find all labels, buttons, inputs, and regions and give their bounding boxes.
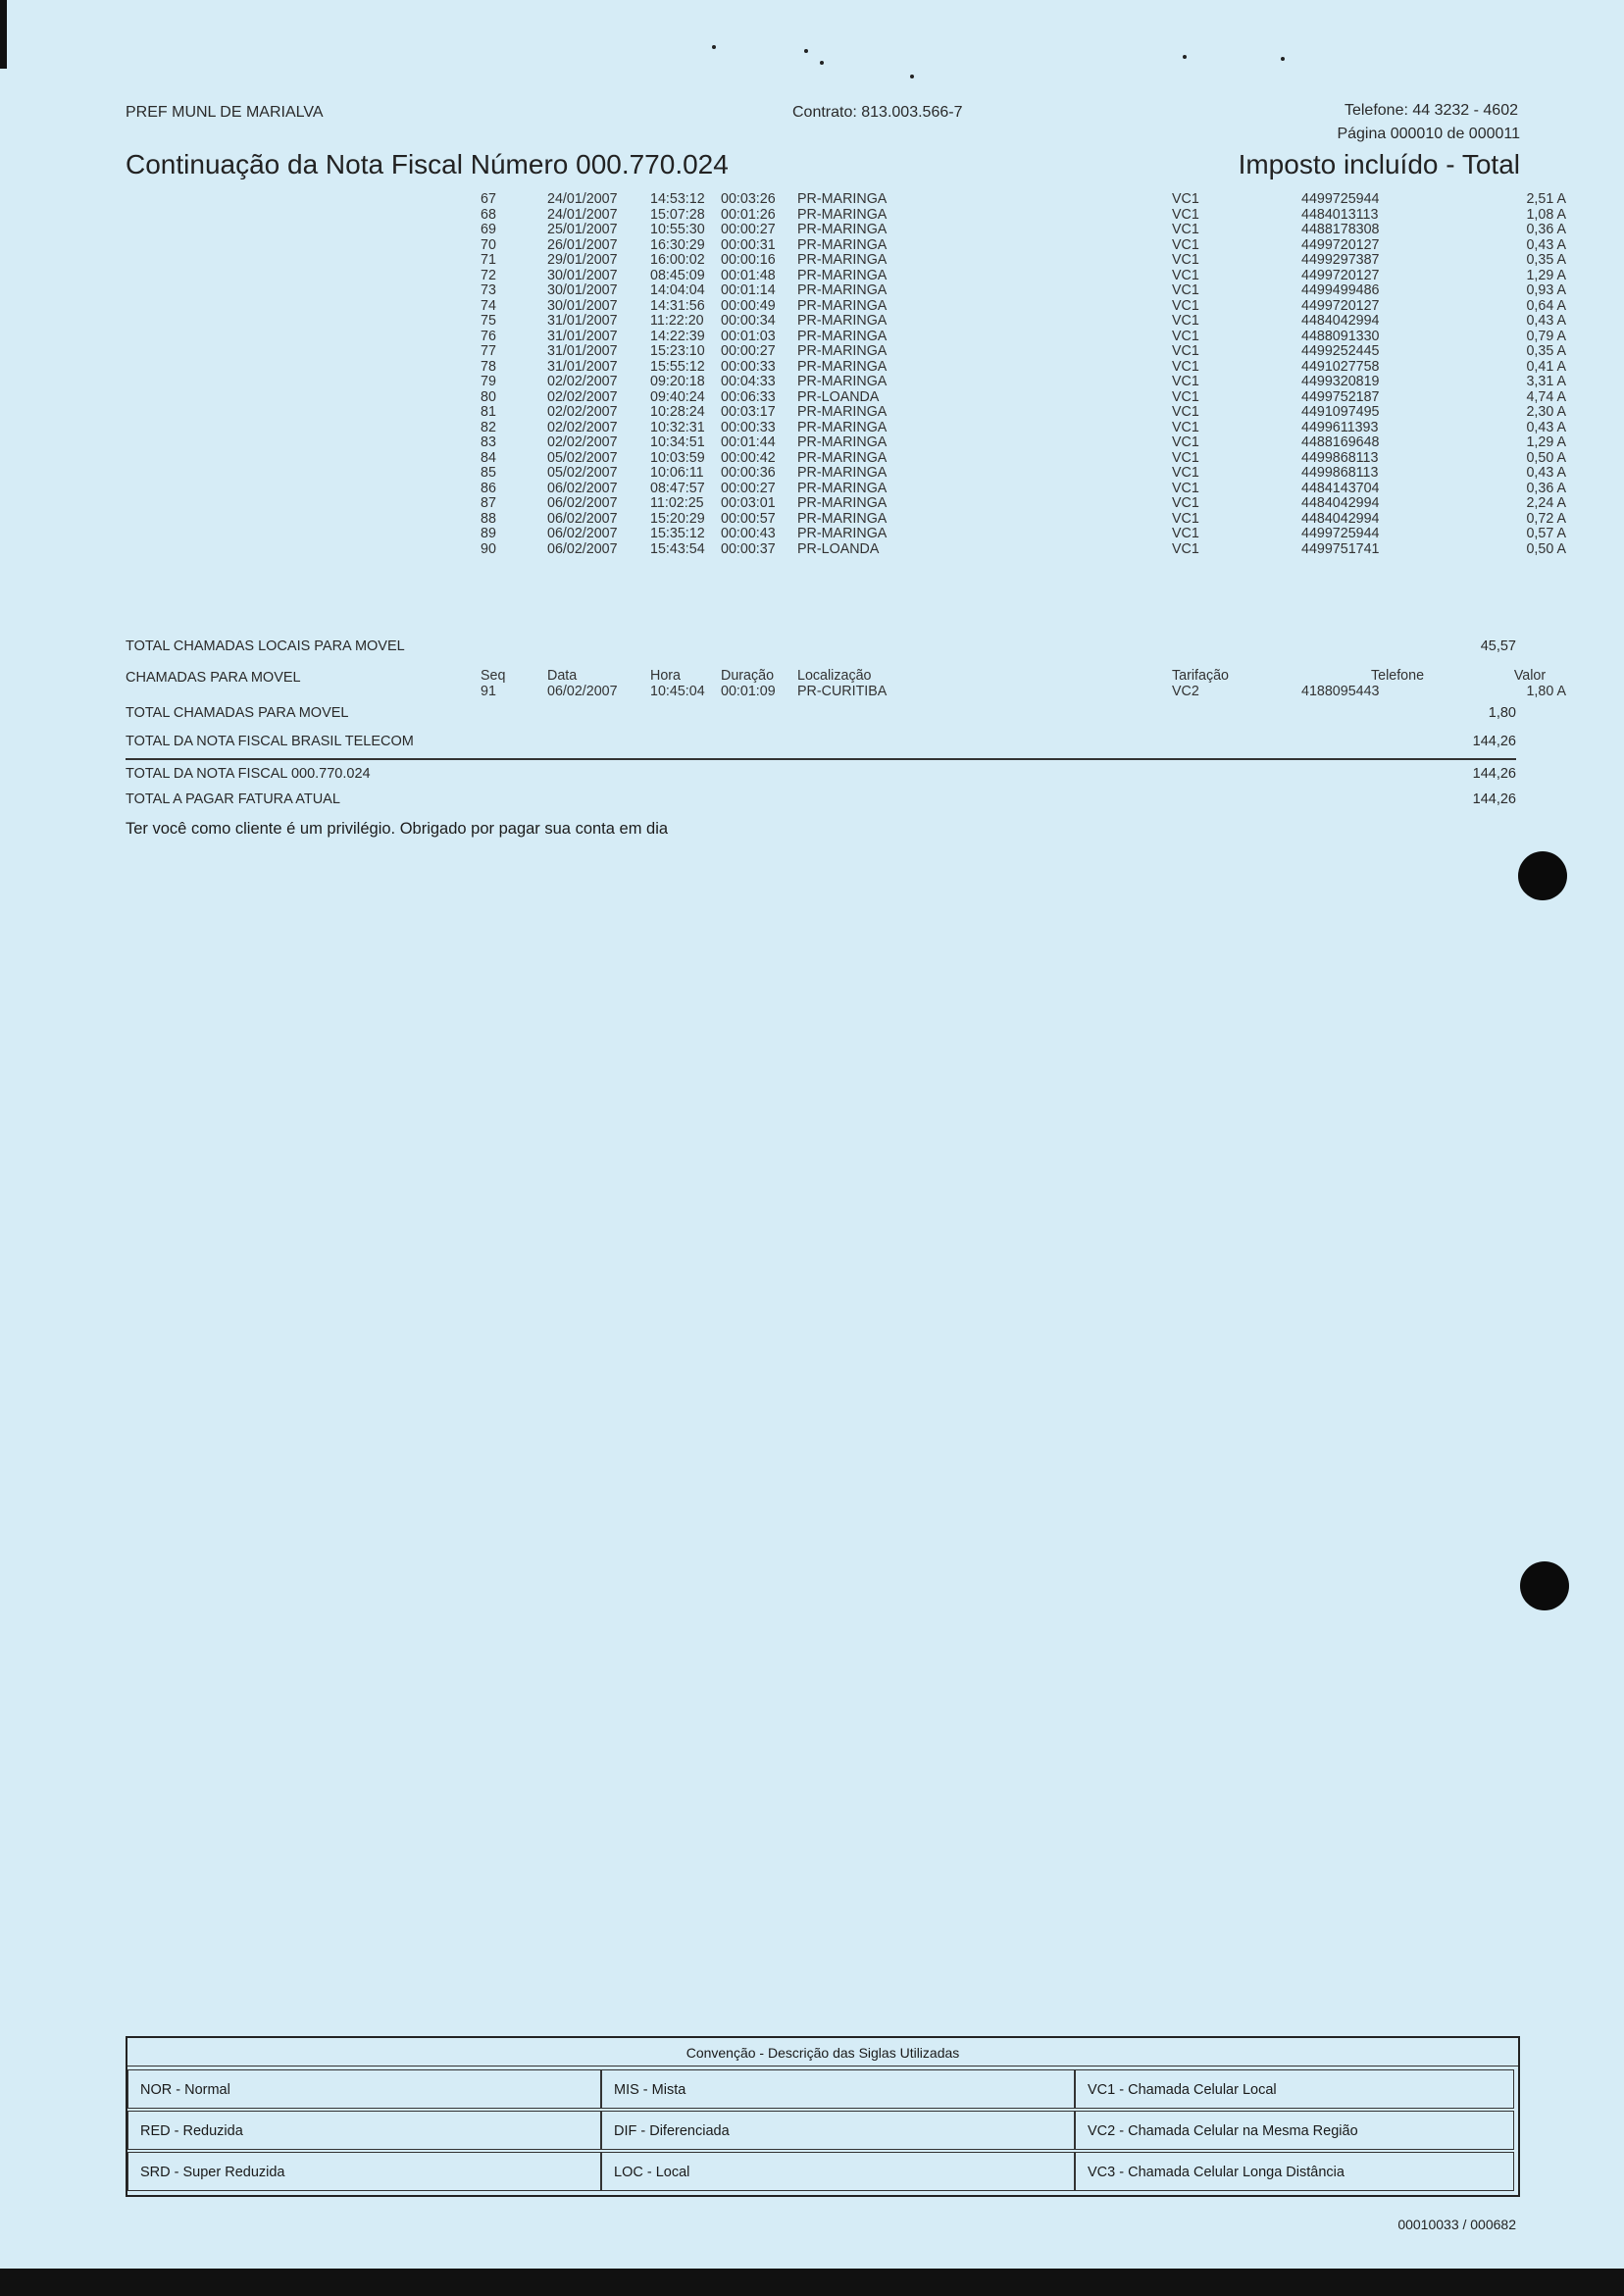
- call-date: 24/01/2007: [547, 191, 618, 207]
- call-row: [481, 238, 1566, 254]
- local-total-value: 45,57: [1480, 638, 1516, 654]
- call-row: [481, 208, 1566, 224]
- issuer-name: PREF MUNL DE MARIALVA: [126, 104, 324, 121]
- call-location: PR-LOANDA: [797, 388, 880, 405]
- total-movel-value: 1,80: [1488, 705, 1516, 721]
- scan-speck: [804, 49, 808, 53]
- call-phone: 4499499486: [1301, 282, 1380, 298]
- total-brasil-telecom-value: 144,26: [1472, 734, 1516, 749]
- call-duration: 00:06:33: [721, 388, 776, 405]
- legend-cell-loc: LOC - Local: [601, 2152, 1075, 2191]
- call-phone: 4499725944: [1301, 191, 1380, 207]
- call-value: 1,80 A: [1526, 683, 1566, 699]
- call-tariff: VC1: [1172, 252, 1199, 268]
- call-phone: 4499751741: [1301, 540, 1380, 557]
- call-date: 06/02/2007: [547, 480, 618, 496]
- call-seq: 82: [481, 419, 496, 435]
- call-time: 14:53:12: [650, 191, 705, 207]
- call-duration: 00:01:14: [721, 282, 776, 298]
- call-value: 2,51 A: [1526, 191, 1566, 207]
- legend-cell-nor: NOR - Normal: [127, 2069, 601, 2109]
- call-row: [481, 283, 1566, 299]
- calls-table: [481, 192, 1566, 557]
- call-value: 0,50 A: [1526, 449, 1566, 466]
- legend-cell-vc3: VC3 - Chamada Celular Longa Distância: [1075, 2152, 1514, 2191]
- call-duration: 00:01:44: [721, 434, 776, 450]
- call-tariff: VC1: [1172, 222, 1199, 237]
- footer-code: 00010033 / 000682: [1397, 2217, 1516, 2232]
- call-date: 24/01/2007: [547, 206, 618, 223]
- call-tariff: VC1: [1172, 313, 1199, 329]
- call-tariff: VC1: [1172, 540, 1199, 557]
- call-location: PR-MARINGA: [797, 358, 888, 375]
- col-loc-header: Localização: [797, 668, 872, 684]
- call-phone: 4188095443: [1301, 683, 1380, 699]
- call-time: 10:06:11: [650, 465, 704, 481]
- call-time: 14:04:04: [650, 282, 705, 298]
- call-location: PR-MARINGA: [797, 282, 888, 298]
- call-location: PR-MARINGA: [797, 343, 888, 359]
- movel-call-row: [481, 685, 1566, 700]
- call-time: 16:30:29: [650, 236, 705, 253]
- total-a-pagar-value: 144,26: [1472, 791, 1516, 807]
- call-value: 2,30 A: [1526, 404, 1566, 420]
- call-value: 0,35 A: [1526, 252, 1566, 268]
- call-phone: 4499720127: [1301, 236, 1380, 253]
- call-phone: 4499720127: [1301, 297, 1380, 314]
- call-value: 1,08 A: [1526, 206, 1566, 223]
- call-seq: 73: [481, 282, 496, 298]
- legend-header: Convenção - Descrição das Siglas Utilizadas: [127, 2040, 1518, 2066]
- total-brasil-telecom-label: TOTAL DA NOTA FISCAL BRASIL TELECOM: [126, 734, 414, 749]
- call-duration: 00:03:26: [721, 191, 776, 207]
- call-seq: 91: [481, 683, 496, 699]
- call-time: 10:45:04: [650, 683, 705, 699]
- call-value: 0,57 A: [1526, 526, 1566, 541]
- call-location: PR-CURITIBA: [797, 683, 888, 699]
- call-value: 0,43 A: [1526, 465, 1566, 481]
- call-row: [481, 496, 1566, 512]
- call-phone: 4499252445: [1301, 343, 1380, 359]
- call-phone: 4491097495: [1301, 404, 1380, 420]
- call-value: 2,24 A: [1526, 495, 1566, 511]
- call-phone: 4484042994: [1301, 495, 1380, 511]
- call-seq: 69: [481, 222, 496, 237]
- call-tariff: VC1: [1172, 449, 1199, 466]
- call-date: 05/02/2007: [547, 465, 618, 481]
- call-phone: 4499868113: [1301, 465, 1379, 481]
- page-title: Continuação da Nota Fiscal Número 000.770.024: [126, 149, 729, 179]
- punch-hole: [1520, 1561, 1569, 1610]
- call-time: 16:00:02: [650, 252, 705, 268]
- call-seq: 87: [481, 495, 496, 511]
- call-duration: 00:00:27: [721, 222, 776, 237]
- call-row: [481, 482, 1566, 497]
- call-phone: 4488178308: [1301, 222, 1380, 237]
- legend-cell-dif: DIF - Diferenciada: [601, 2111, 1075, 2150]
- call-time: 10:55:30: [650, 222, 705, 237]
- call-time: 08:45:09: [650, 267, 705, 283]
- call-row: [481, 421, 1566, 436]
- tax-note: Imposto incluído - Total: [1238, 149, 1520, 179]
- call-value: 0,93 A: [1526, 282, 1566, 298]
- call-location: PR-MARINGA: [797, 465, 888, 481]
- call-time: 15:35:12: [650, 526, 705, 541]
- call-time: 09:20:18: [650, 374, 705, 389]
- call-seq: 90: [481, 540, 496, 557]
- call-date: 30/01/2007: [547, 297, 618, 314]
- call-seq: 76: [481, 328, 496, 344]
- call-date: 06/02/2007: [547, 540, 618, 557]
- call-row: [481, 542, 1566, 558]
- call-value: 0,41 A: [1526, 358, 1566, 375]
- call-duration: 00:04:33: [721, 374, 776, 389]
- call-value: 0,35 A: [1526, 343, 1566, 359]
- movel-section-label: CHAMADAS PARA MOVEL: [126, 670, 301, 686]
- call-tariff: VC1: [1172, 328, 1199, 344]
- col-date-header: Data: [547, 668, 578, 684]
- call-phone: 4499297387: [1301, 252, 1380, 268]
- call-row: [481, 299, 1566, 315]
- call-time: 14:31:56: [650, 297, 705, 314]
- legend-cell-red: RED - Reduzida: [127, 2111, 601, 2150]
- call-location: PR-LOANDA: [797, 540, 880, 557]
- call-seq: 68: [481, 206, 496, 223]
- call-value: 0,43 A: [1526, 419, 1566, 435]
- call-seq: 84: [481, 449, 496, 466]
- call-value: 4,74 A: [1526, 388, 1566, 405]
- call-duration: 00:00:16: [721, 252, 776, 268]
- call-time: 11:02:25: [650, 495, 704, 511]
- call-value: 1,29 A: [1526, 267, 1566, 283]
- call-tariff: VC1: [1172, 495, 1199, 511]
- call-row: [481, 512, 1566, 528]
- scan-speck: [820, 61, 824, 65]
- call-date: 29/01/2007: [547, 252, 618, 268]
- call-location: PR-MARINGA: [797, 374, 888, 389]
- col-tel-header: Telefone: [1370, 668, 1425, 684]
- call-tariff: VC1: [1172, 282, 1199, 298]
- call-seq: 75: [481, 313, 496, 329]
- call-date: 31/01/2007: [547, 343, 618, 359]
- call-tariff: VC1: [1172, 358, 1199, 375]
- call-location: PR-MARINGA: [797, 313, 888, 329]
- call-tariff: VC1: [1172, 526, 1199, 541]
- call-row: [481, 192, 1566, 208]
- scan-speck: [1281, 57, 1285, 61]
- call-location: PR-MARINGA: [797, 267, 888, 283]
- call-duration: 00:00:43: [721, 526, 776, 541]
- legend-cell-mis: MIS - Mista: [601, 2069, 1075, 2109]
- call-phone: 4484143704: [1301, 480, 1380, 496]
- call-value: 0,36 A: [1526, 222, 1566, 237]
- call-duration: 00:00:33: [721, 358, 776, 375]
- col-time-header: Hora: [650, 668, 681, 684]
- call-tariff: VC1: [1172, 267, 1199, 283]
- call-phone: 4491027758: [1301, 358, 1380, 375]
- call-time: 15:55:12: [650, 358, 705, 375]
- call-seq: 83: [481, 434, 496, 450]
- call-value: 0,79 A: [1526, 328, 1566, 344]
- call-duration: 00:00:36: [721, 465, 776, 481]
- call-phone: 4484042994: [1301, 510, 1380, 527]
- call-seq: 71: [481, 252, 496, 268]
- call-value: 0,72 A: [1526, 510, 1566, 527]
- call-location: PR-MARINGA: [797, 328, 888, 344]
- call-seq: 79: [481, 374, 496, 389]
- call-time: 10:34:51: [650, 434, 705, 450]
- call-tariff: VC1: [1172, 343, 1199, 359]
- call-seq: 81: [481, 404, 496, 420]
- call-date: 06/02/2007: [547, 683, 618, 699]
- call-phone: 4499725944: [1301, 526, 1380, 541]
- call-seq: 72: [481, 267, 496, 283]
- call-location: PR-MARINGA: [797, 480, 888, 496]
- movel-header-row: [481, 669, 1566, 685]
- scan-edge-left: [0, 0, 7, 69]
- col-dur-header: Duração: [721, 668, 775, 684]
- call-row: [481, 375, 1566, 390]
- call-duration: 00:00:31: [721, 236, 776, 253]
- call-time: 15:20:29: [650, 510, 705, 527]
- call-date: 02/02/2007: [547, 388, 618, 405]
- call-duration: 00:00:37: [721, 540, 776, 557]
- call-tariff: VC1: [1172, 419, 1199, 435]
- call-location: PR-MARINGA: [797, 526, 888, 541]
- call-date: 02/02/2007: [547, 434, 618, 450]
- call-row: [481, 269, 1566, 284]
- punch-hole: [1518, 851, 1567, 900]
- call-phone: 4484013113: [1301, 206, 1379, 223]
- call-date: 02/02/2007: [547, 404, 618, 420]
- call-phone: 4499720127: [1301, 267, 1380, 283]
- call-location: PR-MARINGA: [797, 510, 888, 527]
- call-time: 15:43:54: [650, 540, 705, 557]
- call-location: PR-MARINGA: [797, 206, 888, 223]
- call-row: [481, 314, 1566, 330]
- call-phone: 4499752187: [1301, 388, 1380, 405]
- call-value: 0,50 A: [1526, 540, 1566, 557]
- total-nota-fiscal-value: 144,26: [1472, 766, 1516, 782]
- call-tariff: VC1: [1172, 236, 1199, 253]
- call-date: 06/02/2007: [547, 526, 618, 541]
- call-tariff: VC1: [1172, 297, 1199, 314]
- call-duration: 00:00:57: [721, 510, 776, 527]
- call-seq: 67: [481, 191, 496, 207]
- call-row: [481, 223, 1566, 238]
- phone-number: Telefone: 44 3232 - 4602: [1344, 102, 1518, 119]
- call-tariff: VC1: [1172, 206, 1199, 223]
- call-date: 31/01/2007: [547, 313, 618, 329]
- call-phone: 4484042994: [1301, 313, 1380, 329]
- legend-box: [126, 2036, 1520, 2197]
- call-duration: 00:00:33: [721, 419, 776, 435]
- call-date: 30/01/2007: [547, 267, 618, 283]
- call-time: 15:23:10: [650, 343, 705, 359]
- call-value: 3,31 A: [1526, 374, 1566, 389]
- call-tariff: VC1: [1172, 191, 1199, 207]
- call-date: 30/01/2007: [547, 282, 618, 298]
- scan-speck: [1183, 55, 1187, 59]
- call-date: 06/02/2007: [547, 510, 618, 527]
- call-duration: 00:01:48: [721, 267, 776, 283]
- call-tariff: VC1: [1172, 374, 1199, 389]
- legend-cell-vc2: VC2 - Chamada Celular na Mesma Região: [1075, 2111, 1514, 2150]
- call-duration: 00:00:27: [721, 480, 776, 496]
- call-row: [481, 405, 1566, 421]
- call-tariff: VC2: [1172, 683, 1199, 699]
- call-time: 10:28:24: [650, 404, 705, 420]
- call-location: PR-MARINGA: [797, 191, 888, 207]
- call-time: 10:03:59: [650, 449, 705, 466]
- call-location: PR-MARINGA: [797, 419, 888, 435]
- call-tariff: VC1: [1172, 388, 1199, 405]
- call-value: 0,43 A: [1526, 313, 1566, 329]
- call-phone: 4499320819: [1301, 374, 1380, 389]
- call-duration: 00:00:34: [721, 313, 776, 329]
- call-row: [481, 344, 1566, 360]
- call-location: PR-MARINGA: [797, 222, 888, 237]
- total-movel-label: TOTAL CHAMADAS PARA MOVEL: [126, 705, 349, 721]
- call-location: PR-MARINGA: [797, 449, 888, 466]
- scan-edge-bottom: [0, 2269, 1624, 2296]
- call-location: PR-MARINGA: [797, 297, 888, 314]
- call-row: [481, 527, 1566, 542]
- call-time: 14:22:39: [650, 328, 705, 344]
- call-date: 25/01/2007: [547, 222, 618, 237]
- call-tariff: VC1: [1172, 510, 1199, 527]
- call-duration: 00:00:27: [721, 343, 776, 359]
- call-date: 06/02/2007: [547, 495, 618, 511]
- call-date: 31/01/2007: [547, 358, 618, 375]
- call-seq: 89: [481, 526, 496, 541]
- call-location: PR-MARINGA: [797, 434, 888, 450]
- divider-line: [126, 758, 1516, 760]
- call-value: 0,43 A: [1526, 236, 1566, 253]
- call-time: 09:40:24: [650, 388, 705, 405]
- call-location: PR-MARINGA: [797, 252, 888, 268]
- call-value: 0,64 A: [1526, 297, 1566, 314]
- scan-speck: [712, 45, 716, 49]
- scan-speck: [910, 75, 914, 78]
- call-time: 10:32:31: [650, 419, 705, 435]
- col-seq-header: Seq: [481, 668, 506, 684]
- call-duration: 00:03:17: [721, 404, 776, 420]
- movel-table: [481, 669, 1566, 699]
- call-tariff: VC1: [1172, 404, 1199, 420]
- total-a-pagar-label: TOTAL A PAGAR FATURA ATUAL: [126, 791, 340, 807]
- call-tariff: VC1: [1172, 480, 1199, 496]
- call-phone: 4499868113: [1301, 449, 1379, 466]
- call-location: PR-MARINGA: [797, 404, 888, 420]
- call-seq: 74: [481, 297, 496, 314]
- call-duration: 00:01:03: [721, 328, 776, 344]
- legend-cell-vc1: VC1 - Chamada Celular Local: [1075, 2069, 1514, 2109]
- call-location: PR-MARINGA: [797, 236, 888, 253]
- call-seq: 80: [481, 388, 496, 405]
- call-location: PR-MARINGA: [797, 495, 888, 511]
- call-seq: 88: [481, 510, 496, 527]
- call-date: 02/02/2007: [547, 374, 618, 389]
- call-date: 31/01/2007: [547, 328, 618, 344]
- call-phone: 4488169648: [1301, 434, 1380, 450]
- call-seq: 86: [481, 480, 496, 496]
- call-row: [481, 451, 1566, 467]
- col-val-header: Valor: [1513, 668, 1547, 684]
- call-date: 26/01/2007: [547, 236, 618, 253]
- call-seq: 85: [481, 465, 496, 481]
- call-time: 08:47:57: [650, 480, 705, 496]
- thank-you-message: Ter você como cliente é um privilégio. Obrigado por pagar sua conta em dia: [126, 820, 669, 838]
- page-indicator: Página 000010 de 000011: [1337, 126, 1520, 142]
- call-duration: 00:01:09: [721, 683, 776, 699]
- call-value: 0,36 A: [1526, 480, 1566, 496]
- call-date: 02/02/2007: [547, 419, 618, 435]
- call-row: [481, 360, 1566, 376]
- call-phone: 4499611393: [1301, 419, 1379, 435]
- call-tariff: VC1: [1172, 465, 1199, 481]
- legend-cell-srd: SRD - Super Reduzida: [127, 2152, 601, 2191]
- contract-number: Contrato: 813.003.566-7: [792, 104, 963, 121]
- col-tar-header: Tarifação: [1172, 668, 1230, 684]
- call-seq: 77: [481, 343, 496, 359]
- call-duration: 00:00:42: [721, 449, 776, 466]
- call-phone: 4488091330: [1301, 328, 1380, 344]
- local-total-label: TOTAL CHAMADAS LOCAIS PARA MOVEL: [126, 638, 405, 654]
- call-row: [481, 253, 1566, 269]
- call-seq: 78: [481, 358, 496, 375]
- call-row: [481, 466, 1566, 482]
- total-nota-fiscal-label: TOTAL DA NOTA FISCAL 000.770.024: [126, 766, 371, 782]
- call-row: [481, 330, 1566, 345]
- call-time: 15:07:28: [650, 206, 705, 223]
- call-row: [481, 390, 1566, 406]
- call-tariff: VC1: [1172, 434, 1199, 450]
- call-seq: 70: [481, 236, 496, 253]
- call-duration: 00:03:01: [721, 495, 776, 511]
- call-date: 05/02/2007: [547, 449, 618, 466]
- call-value: 1,29 A: [1526, 434, 1566, 450]
- call-row: [481, 435, 1566, 451]
- call-time: 11:22:20: [650, 313, 704, 329]
- call-duration: 00:01:26: [721, 206, 776, 223]
- call-duration: 00:00:49: [721, 297, 776, 314]
